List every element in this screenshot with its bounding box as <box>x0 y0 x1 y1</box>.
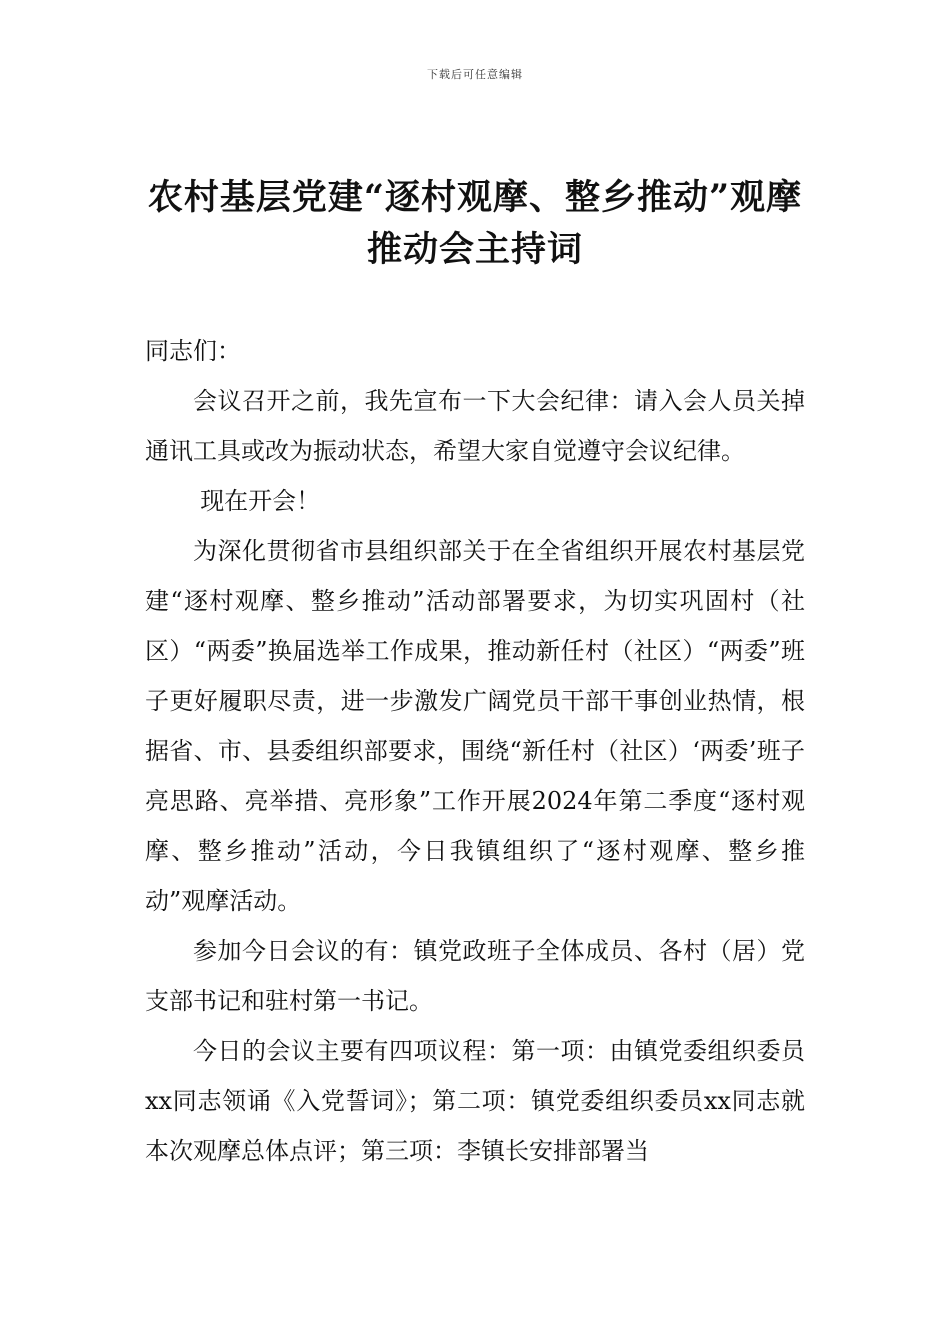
salutation: 同志们： <box>145 337 241 365</box>
document-title: 农村基层党建“逐村观摩、整乡推动”观摩推动会主持词 <box>147 177 803 270</box>
document-body <box>145 326 805 1176</box>
paragraph-agenda: 今日的会议主要有四项议程：第一项：由镇党委组织委员xx同志领诵《入党誓词》；第二项：镇党委组织委员xx同志就本次观摩总体点评；第三项：李镇长安排部署当 <box>145 1037 805 1165</box>
paragraph-background: 为深化贯彻省市县组织部关于在全省组织开展农村基层党建“逐村观摩、整乡推动”活动部署要求，为切实巩固村（社区）“两委”换届选举工作成果，推动新任村（社区）“两委”班子更好履职尽责，进一步激发广阔党员干部干事创业热情，根据省、市、县委组织部要求，围绕“新任村（社区）‘两委’班子亮思路、亮举措、亮形象”工作开展2024年第二季度“逐村观摩、整乡推动”活动，今日我镇组织了“逐村观摩、整乡推动”观摩活动。 <box>145 537 805 915</box>
paragraph-discipline: 会议召开之前，我先宣布一下大会纪律：请入会人员关掉通讯工具或改为振动状态，希望大家自觉遵守会议纪律。 <box>145 387 805 465</box>
paragraph-open-meeting: 现在开会！ <box>200 487 321 515</box>
paragraph-attendees: 参加今日会议的有：镇党政班子全体成员、各村（居）党支部书记和驻村第一书记。 <box>145 937 805 1015</box>
header-note: 下载后可任意编辑 <box>427 68 523 81</box>
